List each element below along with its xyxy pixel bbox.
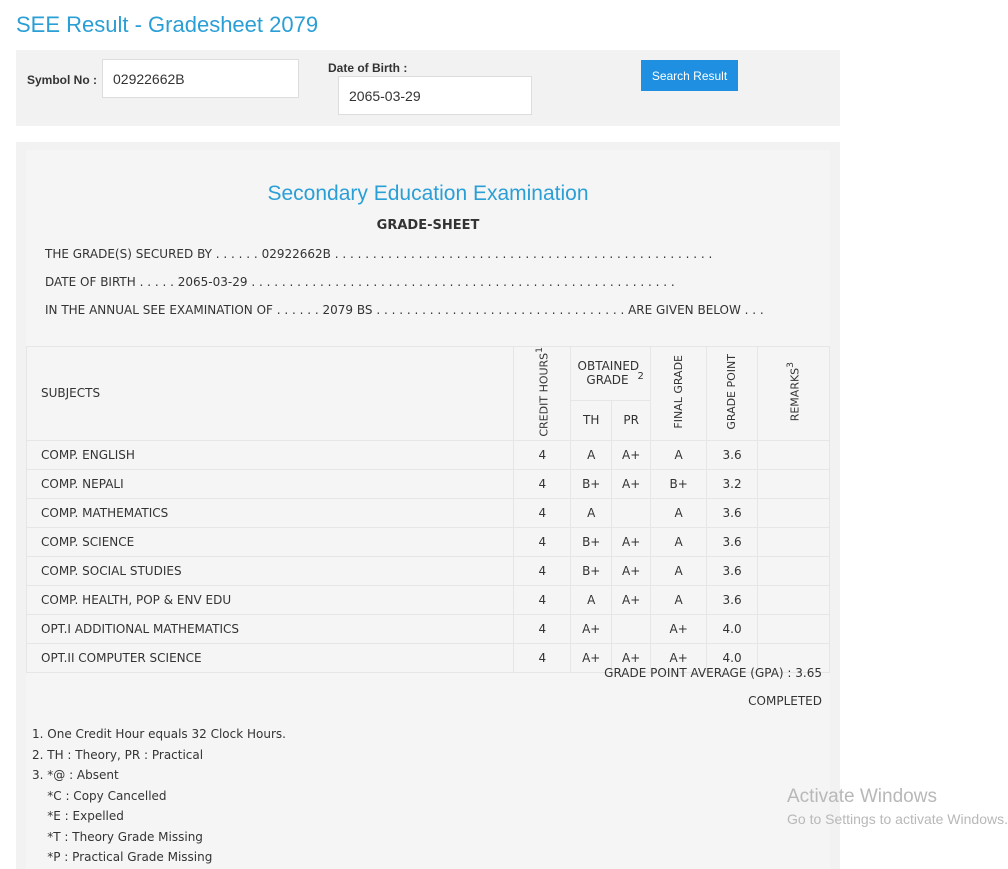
- header-final-grade: [651, 347, 707, 441]
- credit-cell: 4: [514, 556, 571, 585]
- gradesheet: [26, 150, 830, 869]
- credit-cell: 4: [514, 614, 571, 643]
- subject-cell: OPT.II COMPUTER SCIENCE: [27, 643, 514, 672]
- credit-cell: 4: [514, 440, 571, 469]
- subject-cell: OPT.I ADDITIONAL MATHEMATICS: [27, 614, 514, 643]
- footnote-item: *P : Practical Grade Missing: [32, 850, 213, 864]
- footnote-item: *E : Expelled: [32, 809, 124, 823]
- header-credit-hours: [514, 347, 571, 441]
- credit-hours-text: CREDIT HOURS: [537, 352, 551, 437]
- th-grade-cell: A+: [571, 614, 612, 643]
- grade-point-cell: 3.2: [707, 469, 758, 498]
- activate-windows-subtitle: Go to Settings to activate Windows.: [787, 811, 1008, 827]
- header-remarks: [758, 347, 830, 441]
- pr-grade-cell: A+: [612, 440, 651, 469]
- page-title: SEE Result - Gradesheet 2079: [16, 12, 319, 37]
- credit-cell: 4: [514, 527, 571, 556]
- remarks-cell: [758, 440, 830, 469]
- gradesheet-container: [16, 142, 840, 869]
- subject-cell: COMP. ENGLISH: [27, 440, 514, 469]
- footnote-item: *C : Copy Cancelled: [32, 788, 167, 803]
- footnotes: [32, 724, 286, 868]
- pr-grade-cell: A+: [612, 643, 651, 672]
- exam-year: 2079 BS: [322, 303, 373, 317]
- remarks-cell: [758, 469, 830, 498]
- grade-point-cell: 4.0: [707, 614, 758, 643]
- activate-windows-title: Activate Windows: [787, 786, 937, 807]
- grade-point-text: GRADE POINT: [725, 353, 739, 430]
- th-grade-cell: B+: [571, 527, 612, 556]
- remarks-cell: [758, 556, 830, 585]
- footnote-item: 1. One Credit Hour equals 32 Clock Hours.: [32, 727, 286, 741]
- pr-grade-cell: [612, 498, 651, 527]
- table-row: [27, 556, 830, 585]
- final-grade-cell: B+: [651, 469, 707, 498]
- th-grade-cell: B+: [571, 556, 612, 585]
- table-row: [27, 498, 830, 527]
- remarks-cell: [758, 614, 830, 643]
- exam-title: Secondary Education Examination: [267, 182, 589, 205]
- final-grade-cell: A: [651, 527, 707, 556]
- remarks-cell: [758, 527, 830, 556]
- th-grade-cell: A: [571, 585, 612, 614]
- subject-cell: COMP. HEALTH, POP & ENV EDU: [27, 585, 514, 614]
- th-grade-cell: B+: [571, 469, 612, 498]
- final-grade-text: FINAL GRADE: [671, 355, 685, 429]
- table-row: [27, 585, 830, 614]
- credit-cell: 4: [514, 498, 571, 527]
- grade-point-cell: 3.6: [707, 527, 758, 556]
- th-grade-cell: A+: [571, 643, 612, 672]
- dob-dots: . . . . . . . . . . . . . . . . . . . . . . . . . . . . . . . . . . . . . . . . . . . . . . . . . . . . . . . .: [247, 275, 675, 289]
- pr-grade-cell: [612, 614, 651, 643]
- pr-grade-cell: A+: [612, 469, 651, 498]
- credit-hours-sup: 1: [533, 347, 545, 353]
- credit-cell: 4: [514, 469, 571, 498]
- gpa-text: GRADE POINT AVERAGE (GPA) : 3.65: [604, 666, 822, 680]
- footnote-item: 2. TH : Theory, PR : Practical: [32, 747, 204, 762]
- dob-value: 2065-03-29: [177, 275, 248, 289]
- obtained-grade-text: OBTAINED GRADE: [577, 359, 640, 388]
- credit-cell: 4: [514, 585, 571, 614]
- grade-point-cell: 3.6: [707, 498, 758, 527]
- header-pr: PR: [612, 400, 651, 440]
- obtained-grade-sup: 2: [637, 371, 644, 383]
- header-grade-point: [707, 347, 758, 441]
- exam-line: [45, 303, 764, 317]
- remarks-text: REMARKS: [788, 368, 802, 422]
- final-grade-cell: A: [651, 585, 707, 614]
- dob-input[interactable]: 2065-03-29: [338, 76, 532, 115]
- header-subjects: SUBJECTS: [27, 347, 514, 441]
- pr-grade-cell: A+: [612, 556, 651, 585]
- credit-cell: 4: [514, 643, 571, 672]
- exam-prefix: IN THE ANNUAL SEE EXAMINATION OF . . . . . .: [45, 303, 323, 317]
- final-grade-cell: A+: [651, 614, 707, 643]
- footnote-item: 3. *@ : Absent: [32, 768, 119, 782]
- gradesheet-title: GRADE-SHEET: [376, 218, 480, 233]
- final-grade-cell: A: [651, 440, 707, 469]
- table-row: [27, 469, 830, 498]
- dob-prefix: DATE OF BIRTH . . . . .: [45, 275, 178, 289]
- grade-point-cell: 3.6: [707, 585, 758, 614]
- th-grade-cell: A: [571, 498, 612, 527]
- symbol-no-input[interactable]: 02922662B: [102, 59, 299, 98]
- header-obtained-grade: [571, 347, 651, 401]
- remarks-cell: [758, 498, 830, 527]
- subject-cell: COMP. SCIENCE: [27, 527, 514, 556]
- footnote-item: *T : Theory Grade Missing: [32, 829, 203, 844]
- search-panel: [16, 50, 840, 126]
- subject-cell: COMP. MATHEMATICS: [27, 498, 514, 527]
- secured-by-symbol: 02922662B: [261, 247, 331, 261]
- secured-by-dots: . . . . . . . . . . . . . . . . . . . . . . . . . . . . . . . . . . . . . . . . . . . . . . . . . .: [330, 247, 713, 261]
- th-grade-cell: A: [571, 440, 612, 469]
- search-result-button[interactable]: Search Result: [641, 60, 738, 91]
- table-row: [27, 527, 830, 556]
- grade-point-cell: 3.6: [707, 556, 758, 585]
- header-th: TH: [571, 400, 612, 440]
- grades-table: [26, 346, 830, 673]
- table-row: [27, 440, 830, 469]
- grade-point-cell: 3.6: [707, 440, 758, 469]
- subject-cell: COMP. NEPALI: [27, 469, 514, 498]
- remarks-cell: [758, 585, 830, 614]
- result-status: COMPLETED: [748, 694, 822, 708]
- exam-suffix: . . . . . . . . . . . . . . . . . . . . . . . . . . . . . . . . . ARE GIVEN BELOW . . .: [372, 303, 764, 317]
- dob-label: Date of Birth :: [328, 61, 408, 75]
- dob-line: [45, 275, 675, 289]
- table-row: [27, 614, 830, 643]
- secured-by-line: [45, 247, 712, 261]
- subject-cell: COMP. SOCIAL STUDIES: [27, 556, 514, 585]
- remarks-sup: 3: [785, 362, 797, 368]
- final-grade-cell: A+: [651, 643, 707, 672]
- grade-point-cell: 4.0: [707, 643, 758, 672]
- pr-grade-cell: A+: [612, 527, 651, 556]
- symbol-no-label: Symbol No :: [27, 73, 98, 87]
- final-grade-cell: A: [651, 498, 707, 527]
- pr-grade-cell: A+: [612, 585, 651, 614]
- secured-by-prefix: THE GRADE(S) SECURED BY . . . . . .: [45, 247, 262, 261]
- final-grade-cell: A: [651, 556, 707, 585]
